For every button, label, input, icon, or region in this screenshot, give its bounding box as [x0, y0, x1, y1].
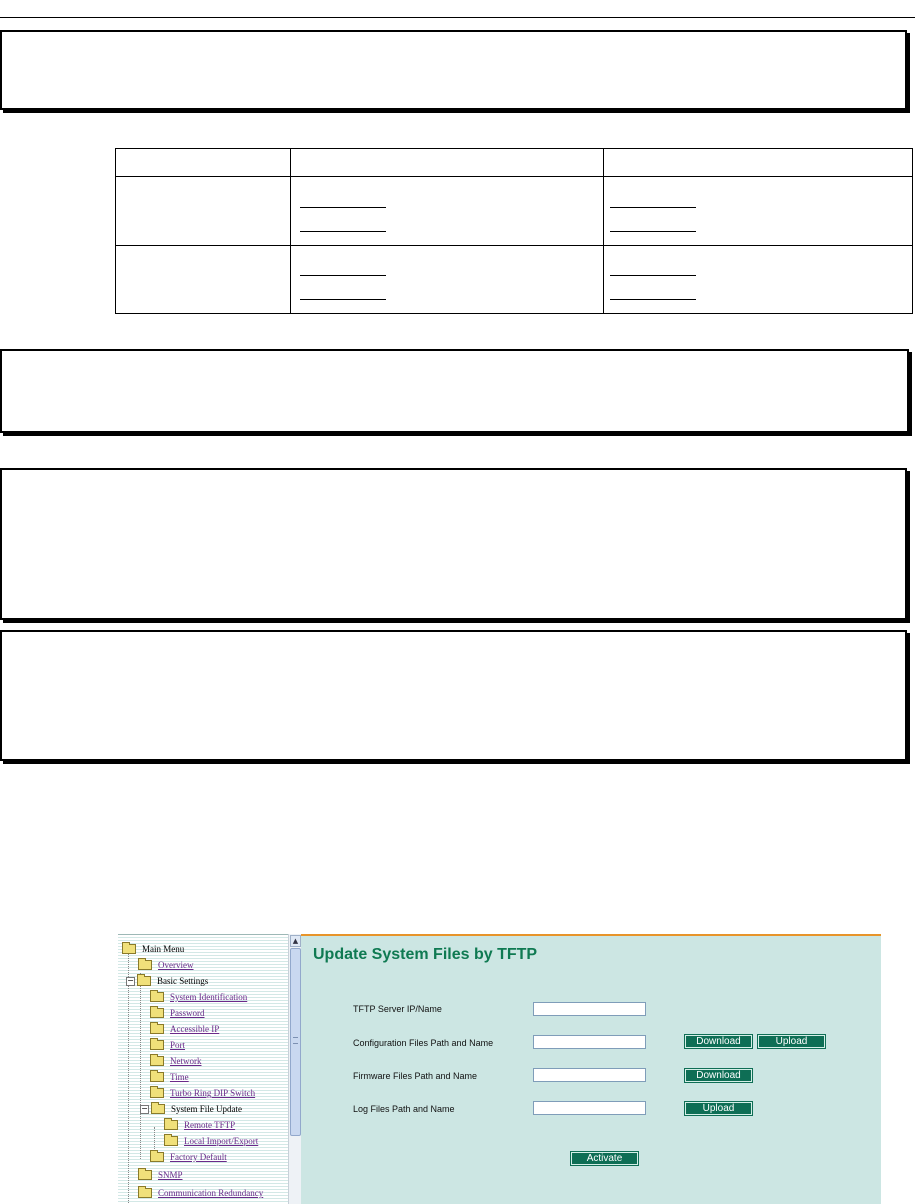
tree-item-label[interactable]: Password [170, 1008, 205, 1018]
note-box-4 [0, 630, 907, 761]
firmware-path-label: Firmware Files Path and Name [353, 1071, 478, 1081]
scroll-thumb[interactable] [290, 948, 301, 1136]
note-box-1 [0, 30, 907, 110]
tree-item-label[interactable]: Remote TFTP [184, 1120, 236, 1130]
folder-icon [150, 1040, 164, 1050]
page-header-rule [0, 17, 915, 18]
tree-item-system-file-update[interactable] [140, 1101, 242, 1117]
tree-item-basic-settings[interactable] [126, 973, 208, 989]
collapse-toggle-icon[interactable]: − [127, 975, 134, 985]
firmware-download-button[interactable]: Download [685, 1069, 752, 1082]
folder-icon [164, 1136, 178, 1146]
tree-item-label[interactable]: Communication Redundancy [158, 1188, 264, 1198]
folder-icon [138, 1188, 152, 1198]
table-cell-underline [300, 299, 386, 300]
tree-item-system-identification[interactable] [150, 989, 247, 1005]
tree-item-label: Basic Settings [157, 976, 209, 986]
folder-icon [138, 1170, 152, 1180]
tree-item-label[interactable]: Overview [158, 960, 194, 970]
tree-item-turbo-ring-dip-switch[interactable] [150, 1085, 255, 1101]
table-cell-underline [300, 275, 386, 276]
tree-scrollbar[interactable] [288, 934, 301, 1204]
page-title: Update System Files by TFTP [313, 946, 538, 963]
tree-item-snmp[interactable] [138, 1167, 183, 1183]
tftp-update-screenshot [118, 934, 881, 1204]
folder-open-icon [122, 944, 136, 954]
table-cell-underline [610, 231, 696, 232]
log-path-input[interactable] [533, 1101, 646, 1115]
config-download-button[interactable]: Download [685, 1035, 752, 1048]
tftp-server-label: TFTP Server IP/Name [353, 1004, 442, 1014]
folder-icon [150, 1024, 164, 1034]
tree-item-label: System File Update [171, 1104, 242, 1114]
reference-table [115, 148, 913, 314]
tree-item-time[interactable] [150, 1069, 189, 1085]
folder-icon [164, 1120, 178, 1130]
tree-item-label[interactable]: Local Import/Export [184, 1136, 259, 1146]
table-cell-underline [610, 299, 696, 300]
folder-open-icon [137, 976, 151, 986]
tree-item-label[interactable]: Turbo Ring DIP Switch [170, 1088, 256, 1098]
table-column-divider [290, 149, 291, 313]
tree-item-port[interactable] [150, 1037, 185, 1053]
tree-item-label[interactable]: SNMP [158, 1170, 183, 1180]
folder-icon [150, 992, 164, 1002]
tftp-server-input[interactable] [533, 1002, 646, 1016]
folder-icon [150, 1072, 164, 1082]
tree-item-network[interactable] [150, 1053, 202, 1069]
folder-icon [150, 1088, 164, 1098]
tree-item-label[interactable]: Accessible IP [170, 1024, 220, 1034]
tree-item-label: Main Menu [142, 944, 185, 954]
table-column-divider [603, 149, 604, 313]
tree-item-label[interactable]: Factory Default [170, 1152, 227, 1162]
config-path-label: Configuration Files Path and Name [353, 1038, 494, 1048]
config-path-input[interactable] [533, 1035, 646, 1049]
folder-icon [150, 1008, 164, 1018]
table-row-divider [116, 176, 912, 177]
content-panel [301, 934, 881, 1204]
tree-item-label[interactable]: Port [170, 1040, 186, 1050]
tree-item-main-menu[interactable] [122, 941, 184, 957]
folder-icon [150, 1152, 164, 1162]
folder-icon [150, 1056, 164, 1066]
table-cell-underline [300, 207, 386, 208]
config-upload-button[interactable]: Upload [758, 1035, 825, 1048]
tree-item-factory-default[interactable] [150, 1149, 227, 1165]
log-upload-button[interactable]: Upload [685, 1102, 752, 1115]
folder-open-icon [151, 1104, 165, 1114]
note-box-3 [0, 468, 907, 620]
tree-guide-line [140, 973, 141, 1159]
navigation-tree [118, 934, 288, 1204]
tree-item-remote-tftp[interactable] [164, 1117, 235, 1133]
table-cell-underline [610, 275, 696, 276]
tree-item-accessible-ip[interactable] [150, 1021, 219, 1037]
scroll-up-arrow-icon[interactable]: ▲ [290, 935, 301, 947]
table-row-divider [116, 245, 912, 246]
tree-item-label[interactable]: Time [170, 1072, 189, 1082]
activate-button[interactable]: Activate [571, 1152, 638, 1165]
tree-item-local-import-export[interactable] [164, 1133, 258, 1149]
tree-item-overview[interactable] [138, 957, 194, 973]
note-box-2 [0, 349, 909, 433]
folder-icon [138, 960, 152, 970]
tree-item-password[interactable] [150, 1005, 205, 1021]
tree-item-label[interactable]: System Identification [170, 992, 248, 1002]
table-cell-underline [610, 207, 696, 208]
table-cell-underline [300, 231, 386, 232]
tree-item-communication-redundancy[interactable] [138, 1185, 263, 1201]
collapse-toggle-icon[interactable]: − [141, 1103, 148, 1113]
log-path-label: Log Files Path and Name [353, 1104, 455, 1114]
firmware-path-input[interactable] [533, 1068, 646, 1082]
tree-item-label[interactable]: Network [170, 1056, 202, 1066]
